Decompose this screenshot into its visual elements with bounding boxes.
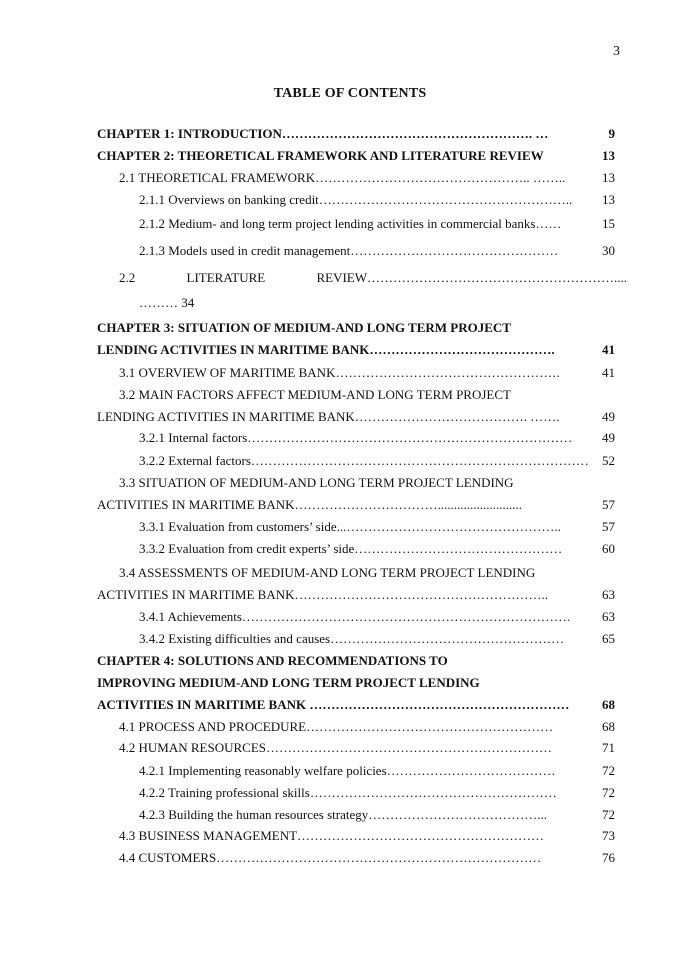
toc-entry-page: 49 <box>602 430 615 445</box>
toc-entry-page: 73 <box>602 828 615 843</box>
toc-entry <box>97 587 617 607</box>
toc-entry <box>97 342 617 362</box>
toc-entry <box>97 631 617 651</box>
toc-entry-text: CHAPTER 2: THEORETICAL FRAMEWORK AND LITERATURE REVIEW <box>97 148 544 163</box>
toc-entry-page: 49 <box>602 409 615 424</box>
toc-entry-page: 60 <box>602 541 615 556</box>
toc-entry-text: 3.4.2 Existing difficulties and causes……………………………………………… <box>139 631 565 646</box>
toc-entry-page: 41 <box>602 365 615 380</box>
toc-entry-page: 15 <box>602 216 615 231</box>
page-number: 3 <box>613 44 620 59</box>
toc-entry <box>97 170 617 190</box>
toc-entry-page: 41 <box>602 342 615 357</box>
toc-entry <box>97 270 628 290</box>
toc-entry-text: 2.1 THEORETICAL FRAMEWORK………………………………………….. …….. <box>119 170 566 185</box>
toc-entry <box>97 763 617 783</box>
toc-entry <box>97 430 617 450</box>
toc-entry <box>97 148 617 168</box>
toc-entry-page: 9 <box>608 126 615 141</box>
toc-entry-page: 72 <box>602 763 615 778</box>
toc-entry-page: 63 <box>602 587 615 602</box>
toc-entry <box>97 243 617 263</box>
toc-entry-text: 3.3 SITUATION OF MEDIUM-AND LONG TERM PROJECT LENDING <box>119 475 514 490</box>
toc-entry <box>97 807 617 827</box>
toc-entry-page: 71 <box>602 740 615 755</box>
toc-entry-text: 4.1 PROCESS AND PROCEDURE………………………………………………… <box>119 719 554 734</box>
toc-entry-text: 2.1.2 Medium- and long term project lending activities in commercial banks…… <box>139 216 562 231</box>
toc-entry-page: 65 <box>602 631 615 646</box>
toc-title: TABLE OF CONTENTS <box>273 86 427 101</box>
toc-entry-text: CHAPTER 1: INTRODUCTION…………………………………………………. … <box>97 126 549 141</box>
toc-entry-text: ACTIVITIES IN MARITIME BANK …………………………………………………… <box>97 697 570 712</box>
toc-entry-text: 3.2.2 External factors…………………………………………………………………… <box>139 453 589 468</box>
toc-entry <box>97 565 617 585</box>
toc-entry <box>97 475 617 495</box>
toc-entry-page: 68 <box>602 719 615 734</box>
toc-entry-page: 57 <box>602 519 615 534</box>
toc-entry-text: ACTIVITIES IN MARITIME BANK…………………………….......................... <box>97 497 523 512</box>
toc-entry <box>97 697 617 717</box>
toc-entry-text: 4.4 CUSTOMERS………………………………………………………………… <box>119 850 542 865</box>
toc-entry <box>97 785 617 805</box>
toc-entry-page: 63 <box>602 609 615 624</box>
toc-entry-text: 3.2.1 Internal factors………………………………………………………………… <box>139 430 573 445</box>
toc-entry-page: 72 <box>602 785 615 800</box>
toc-entry <box>97 365 617 385</box>
toc-entry-text: ACTIVITIES IN MARITIME BANK………………………………………………….. <box>97 587 549 602</box>
toc-entry-text: 2.1.3 Models used in credit management………………………………………… <box>139 243 559 258</box>
toc-entry <box>97 740 617 760</box>
toc-entry <box>97 719 617 739</box>
toc-entry-text: 4.2.1 Implementing reasonably welfare policies………………………………… <box>139 763 556 778</box>
toc-entry-page: 13 <box>602 192 615 207</box>
toc-entry <box>97 192 617 212</box>
toc-entry-text: 3.1 OVERVIEW OF MARITIME BANK……………………………………………. <box>119 365 560 380</box>
toc-entry <box>97 850 617 870</box>
toc-entry <box>97 453 617 473</box>
toc-entry <box>97 216 617 236</box>
toc-entry-text: 4.2.3 Building the human resources strategy…………………………………... <box>139 807 548 822</box>
toc-entry-text: CHAPTER 3: SITUATION OF MEDIUM-AND LONG TERM PROJECT <box>97 320 511 335</box>
toc-entry-text: LENDING ACTIVITIES IN MARITIME BANK…………………………………. ……. <box>97 409 560 424</box>
toc-entry-page: 57 <box>602 497 615 512</box>
toc-entry-text: 2.2 LITERATURE REVIEW………………………………………………….... <box>119 270 628 285</box>
toc-entry-text: 4.3 BUSINESS MANAGEMENT………………………………………………… <box>119 828 545 843</box>
toc-entry-page: 76 <box>602 850 615 865</box>
toc-entry <box>97 295 617 315</box>
toc-entry-page: 68 <box>602 697 615 712</box>
toc-entry-text: 4.2 HUMAN RESOURCES………………………………………………………… <box>119 740 552 755</box>
toc-entry <box>97 320 617 340</box>
toc-entry-page: 13 <box>602 148 615 163</box>
toc-entry-text: 3.3.1 Evaluation from customers’ side...………………………………………….. <box>139 519 561 534</box>
toc-entry <box>97 497 617 517</box>
toc-entry-text: 3.2 MAIN FACTORS AFFECT MEDIUM-AND LONG TERM PROJECT <box>119 387 511 402</box>
toc-entry-text: 4.2.2 Training professional skills………………………………………………… <box>139 785 557 800</box>
toc-entry-text: ……… 34 <box>139 295 195 310</box>
toc-entry-text: 3.4.1 Achievements…………………………………………………………………. <box>139 609 571 624</box>
toc-entry-page: 52 <box>602 453 615 468</box>
toc-entry <box>97 675 617 695</box>
toc-entry <box>97 653 617 673</box>
toc-entry-text: IMPROVING MEDIUM-AND LONG TERM PROJECT LENDING <box>97 675 480 690</box>
toc-entry <box>97 541 617 561</box>
toc-entry <box>97 387 617 407</box>
toc-entry <box>97 828 617 848</box>
toc-entry-page: 72 <box>602 807 615 822</box>
toc-entry-page: 30 <box>602 243 615 258</box>
toc-entry <box>97 609 617 629</box>
toc-entry <box>97 126 617 146</box>
toc-entry-page: 13 <box>602 170 615 185</box>
toc-entry-text: 3.3.2 Evaluation from credit experts’ side………………………………………… <box>139 541 563 556</box>
toc-entry <box>97 409 617 429</box>
toc-entry-text: LENDING ACTIVITIES IN MARITIME BANK……………………………………. <box>97 342 555 357</box>
toc-entry-text: 3.4 ASSESSMENTS OF MEDIUM-AND LONG TERM PROJECT LENDING <box>119 565 536 580</box>
toc-entry-text: CHAPTER 4: SOLUTIONS AND RECOMMENDATIONS TO <box>97 653 448 668</box>
toc-entry-text: 2.1.1 Overviews on banking credit………………………………………………….. <box>139 192 573 207</box>
toc-entry <box>97 519 617 539</box>
